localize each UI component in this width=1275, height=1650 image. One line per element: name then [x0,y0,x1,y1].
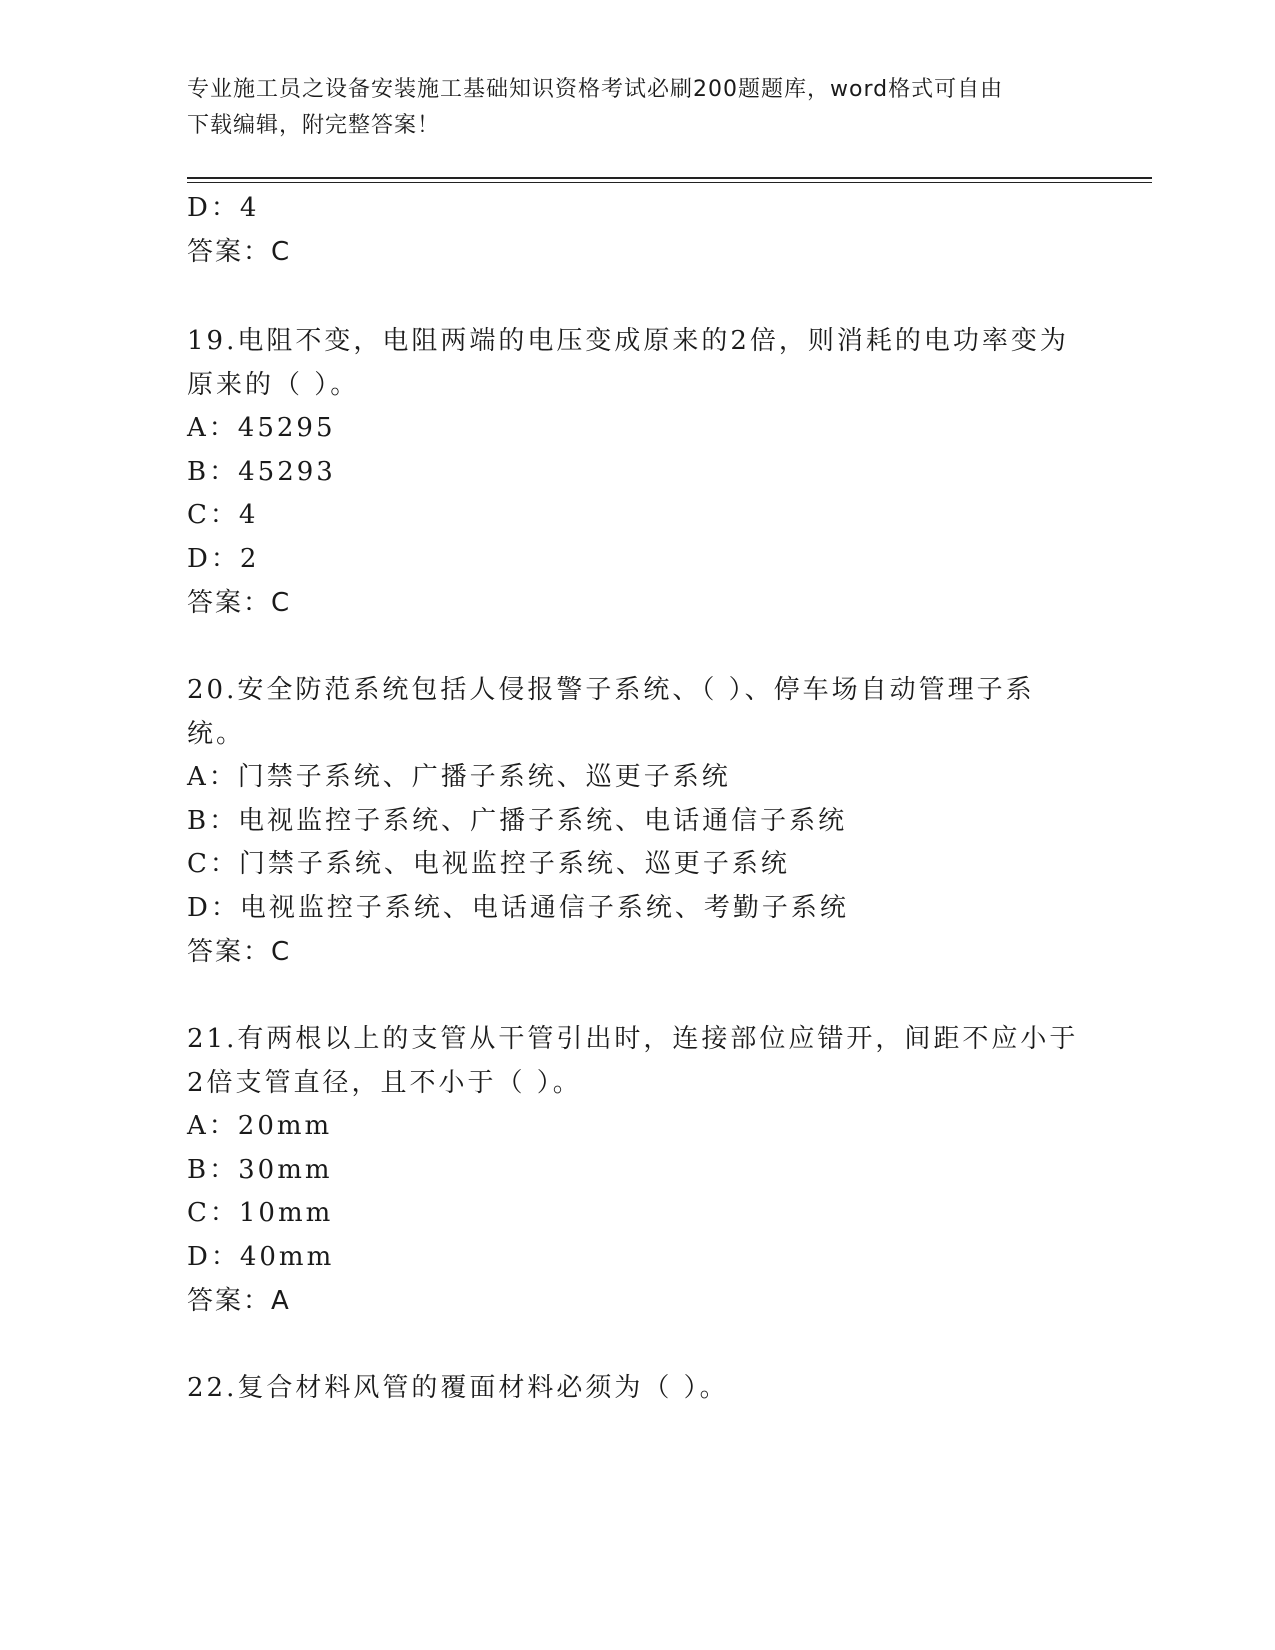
q21-answer: 答案：A [187,1286,291,1316]
q21-option-a: A：20mm [187,1111,333,1141]
q20-option-d: D：电视监控子系统、电话通信子系统、考勤子系统 [187,893,849,923]
q21-stem-line1: 21.有两根以上的支管从干管引出时，连接部位应错开，间距不应小于 [187,1024,1079,1054]
q21-option-c: C：10mm [187,1198,334,1228]
q21-stem-line2: 2倍支管直径，且不小于（ ）。 [187,1068,582,1098]
q19-stem-line2: 原来的（ ）。 [187,370,360,400]
q19-option-c: C：4 [187,500,259,530]
q19-option-b: B：45293 [187,457,336,487]
q20-answer: 答案：C [187,937,292,967]
q20-option-a: A：门禁子系统、广播子系统、巡更子系统 [187,762,731,792]
q19-option-d: D：2 [187,544,260,574]
q19-option-a: A：45295 [187,413,336,443]
document-header [187,72,1067,144]
header-title-line1: 专业施工员之设备安装施工基础知识资格考试必刷200题题库，word格式可自由 [187,77,1004,102]
q19-stem-line1: 19.电阻不变，电阻两端的电压变成原来的2倍，则消耗的电功率变为 [187,326,1069,356]
q20-option-b: B：电视监控子系统、广播子系统、电话通信子系统 [187,806,848,836]
q20-stem-line1: 20.安全防范系统包括人侵报警子系统、（ ）、停车场自动管理子系 [187,675,1035,705]
q18-answer: 答案：C [187,237,292,267]
q18-option-d: D：4 [187,193,260,223]
header-divider-thin [187,182,1152,183]
q21-option-d: D：40mm [187,1242,335,1272]
q20-option-c: C：门禁子系统、电视监控子系统、巡更子系统 [187,849,790,879]
q19-answer: 答案：C [187,588,292,618]
header-divider-thick [187,177,1152,179]
q20-stem-line2: 统。 [187,719,246,749]
header-title-line2: 下载编辑，附完整答案！ [187,113,441,138]
q21-option-b: B：30mm [187,1155,333,1185]
q22-stem-line1: 22.复合材料风管的覆面材料必须为（ ）。 [187,1373,729,1403]
